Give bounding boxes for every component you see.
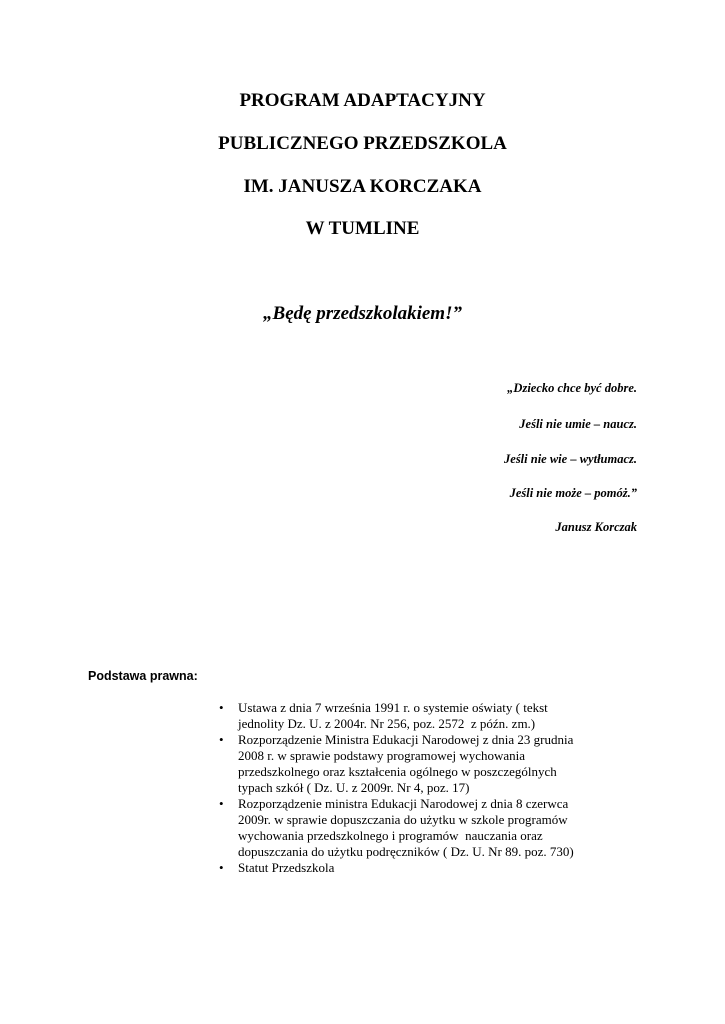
legal-basis-item-line: typach szkół ( Dz. U. z 2009r. Nr 4, poz. 17) [238, 780, 470, 795]
bullet-icon: • [219, 700, 224, 715]
legal-basis-item [218, 796, 638, 860]
legal-basis-item-line: wychowania przedszkolnego i programów nauczania oraz [238, 828, 543, 843]
quote-line-3: Jeśli nie wie – wytłumacz. [504, 452, 637, 466]
bullet-icon: • [219, 860, 224, 875]
title-line-2: PUBLICZNEGO PRZEDSZKOLA [218, 133, 507, 154]
title-line-1: PROGRAM ADAPTACYJNY [239, 90, 486, 111]
legal-basis-heading: Podstawa prawna: [88, 669, 198, 683]
title-line-4: W TUMLINE [305, 218, 420, 239]
legal-basis-item-line: dopuszczania do użytku podręczników ( Dz. U. Nr 89. poz. 730) [238, 844, 574, 859]
legal-basis-item [218, 700, 638, 732]
quote-line-4: Jeśli nie może – pomóż.” [509, 486, 637, 500]
bullet-icon: • [219, 732, 224, 747]
legal-basis-item-line: Statut Przedszkola [238, 860, 335, 875]
legal-basis-item-line: jednolity Dz. U. z 2004r. Nr 256, poz. 2572 z późn. zm.) [238, 716, 536, 731]
legal-basis-item-line: Ustawa z dnia 7 września 1991 r. o systemie oświaty ( tekst [238, 700, 548, 715]
quote-line-2: Jeśli nie umie – naucz. [519, 417, 637, 431]
legal-basis-item-line: przedszkolnego oraz kształcenia ogólnego w poszczególnych [238, 764, 557, 779]
quote-line-1: „Dziecko chce być dobre. [507, 381, 637, 395]
bullet-icon: • [219, 796, 224, 811]
quote-author: Janusz Korczak [555, 520, 637, 534]
legal-basis-list [218, 700, 638, 876]
legal-basis-item-line: Rozporządzenie Ministra Edukacji Narodowej z dnia 23 grudnia [238, 732, 574, 747]
legal-basis-item [218, 860, 638, 876]
legal-basis-item-line: 2009r. w sprawie dopuszczania do użytku w szkole programów [238, 812, 568, 827]
title-line-3: IM. JANUSZA KORCZAKA [243, 176, 482, 197]
legal-basis-item [218, 732, 638, 796]
legal-basis-item-line: 2008 r. w sprawie podstawy programowej wychowania [238, 748, 526, 763]
program-subtitle: „Będę przedszkolakiem!” [263, 303, 462, 324]
legal-basis-item-line: Rozporządzenie ministra Edukacji Narodowej z dnia 8 czerwca [238, 796, 569, 811]
